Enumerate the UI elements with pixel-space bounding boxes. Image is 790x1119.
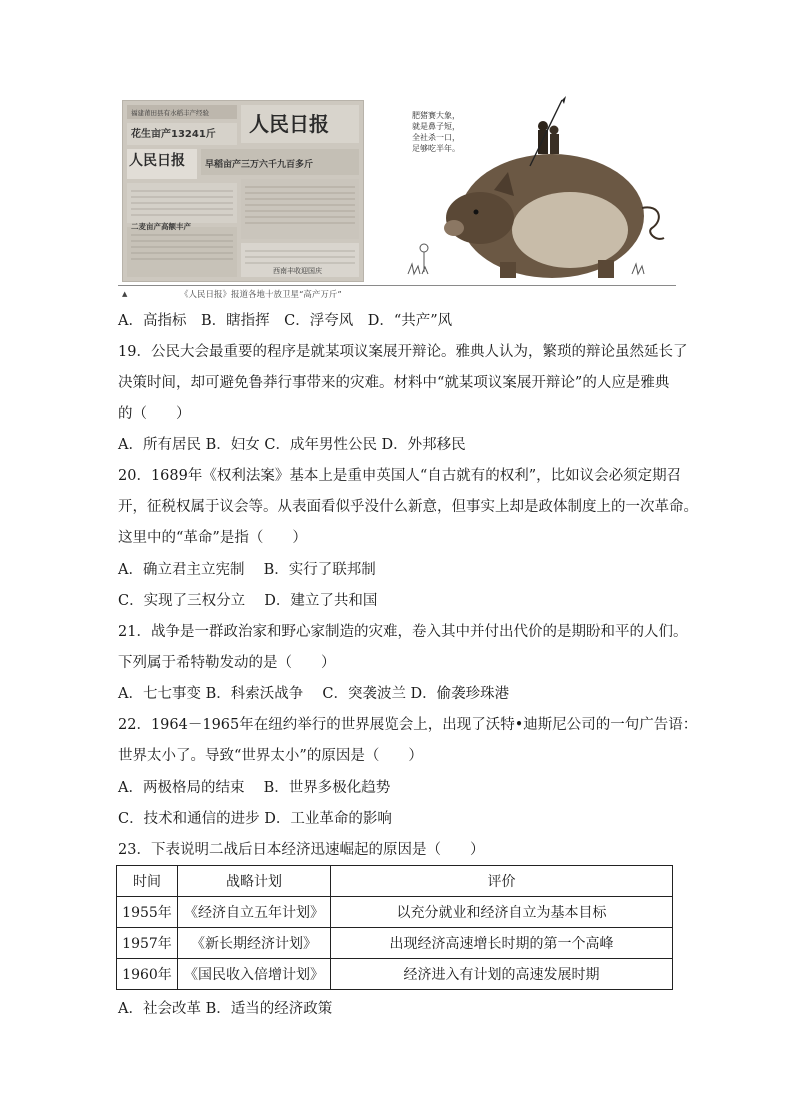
svg-text:福建莆田县有水稻丰产经验: 福建莆田县有水稻丰产经验 [131, 109, 209, 117]
q22-options-row-1: A．两极格局的结束 B．世界多极化趋势 [118, 780, 391, 796]
table-cell-plan: 《新长期经济计划》 [178, 928, 331, 959]
pig-cartoon-icon [402, 96, 674, 284]
figure-caption-rule [118, 285, 676, 286]
table-header-evaluation: 评价 [331, 866, 673, 897]
q21-stem-line-1: 21．战争是一群政治家和野心家制造的灾难，卷入其中并付出代价的是期盼和平的人们。 [118, 624, 688, 640]
q20-stem-line-2: 开，征税权属于议会等。从表面看似乎没什么新意，但事实上却是政体制度上的一次革命。 [118, 499, 698, 515]
table-cell-year: 1957年 [117, 928, 178, 959]
svg-text:早稻亩产三万六千九百多斤: 早稻亩产三万六千九百多斤 [205, 160, 314, 170]
table-cell-plan: 《国民收入倍增计划》 [178, 959, 331, 990]
svg-text:就是鼻子短，: 就是鼻子短， [412, 122, 460, 131]
table-cell-year: 1960年 [117, 959, 178, 990]
table-cell-year: 1955年 [117, 897, 178, 928]
svg-text:人民日报: 人民日报 [129, 153, 185, 169]
svg-text:足够吃半年。: 足够吃半年。 [412, 144, 460, 153]
table-row [117, 897, 673, 928]
q23-options: A．社会改革 B．适当的经济政策 [118, 1001, 333, 1017]
q22-options-row-2: C．技术和通信的进步 D．工业革命的影响 [118, 811, 392, 827]
svg-text:肥猪赛大象，: 肥猪赛大象， [412, 111, 460, 120]
table-cell-evaluation: 以充分就业和经济自立为基本目标 [331, 897, 673, 928]
q19-options: A．所有居民 B．妇女 C．成年男性公民 D．外邦移民 [118, 437, 466, 453]
q20-options-row-1: A．确立君主立宪制 B．实行了联邦制 [118, 562, 376, 578]
svg-text:花生亩产13241斤: 花生亩产13241斤 [131, 129, 216, 140]
table-header-row [117, 866, 673, 897]
q20-stem-line-1: 20．1689年《权利法案》基本上是重申英国人“自古就有的权利”，比如议会必须定期召 [118, 468, 682, 484]
svg-text:全社杀一口，: 全社杀一口， [412, 133, 460, 142]
newspaper-collage-icon [123, 101, 363, 281]
q22-stem-line-2: 世界太小了。导致“世界太小”的原因是（ ） [118, 748, 423, 764]
table-cell-evaluation: 出现经济高速增长时期的第一个高峰 [331, 928, 673, 959]
q19-stem-line-1: 19．公民大会最重要的程序是就某项议案展开辩论。雅典人认为，繁琐的辩论虽然延长了 [118, 344, 688, 360]
table-header-time: 时间 [117, 866, 178, 897]
q18-figure [118, 96, 676, 306]
q22-stem-line-1: 22．1964－1965年在纽约举行的世界展览会上，出现了沃特•迪斯尼公司的一句广告语： [118, 717, 698, 733]
q18-options: A．高指标 B．瞎指挥 C．浮夸风 D．“共产”风 [118, 313, 453, 329]
svg-text:西南丰收迎国庆: 西南丰收迎国庆 [273, 267, 322, 275]
q19-stem-line-3: 的（ ） [118, 406, 191, 422]
triangle-icon: ▲ [122, 290, 128, 298]
svg-text:人民日报: 人民日报 [249, 112, 329, 136]
newspaper-image [122, 100, 364, 282]
table-cell-plan: 《经济自立五年计划》 [178, 897, 331, 928]
table-cell-evaluation: 经济进入有计划的高速发展时期 [331, 959, 673, 990]
q23-strategy-table [116, 865, 673, 990]
svg-text:二麦亩产高额丰产: 二麦亩产高额丰产 [131, 222, 191, 231]
figure-caption: 《人民日报》报道各地十放卫星“高产万斤” [180, 290, 342, 300]
table-header-plan: 战略计划 [178, 866, 331, 897]
q20-stem-line-3: 这里中的“革命”是指（ ） [118, 530, 307, 546]
table-row [117, 959, 673, 990]
q21-options: A．七七事变 B．科索沃战争 C．突袭波兰 D．偷袭珍珠港 [118, 686, 510, 702]
q23-stem: 23．下表说明二战后日本经济迅速崛起的原因是（ ） [118, 842, 485, 858]
q20-options-row-2: C．实现了三权分立 D．建立了共和国 [118, 593, 378, 609]
q19-stem-line-2: 决策时间，却可避免鲁莽行事带来的灾难。材料中“就某项议案展开辩论”的人应是雅典 [118, 375, 670, 391]
table-row [117, 928, 673, 959]
q21-stem-line-2: 下列属于希特勒发动的是（ ） [118, 655, 336, 671]
